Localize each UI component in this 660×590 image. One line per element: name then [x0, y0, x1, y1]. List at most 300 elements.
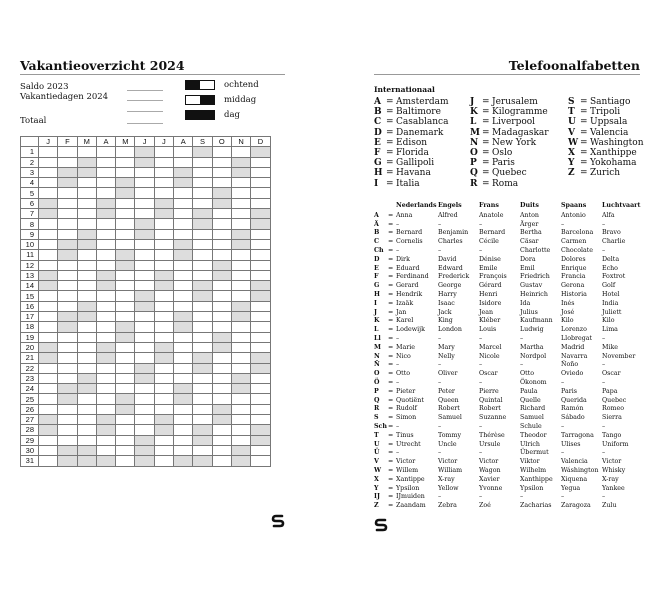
day-cell[interactable]: [135, 404, 154, 414]
day-cell[interactable]: [154, 147, 173, 157]
day-cell[interactable]: [193, 157, 212, 167]
day-cell[interactable]: [135, 322, 154, 332]
day-cell[interactable]: [58, 178, 77, 188]
day-cell[interactable]: [77, 281, 96, 291]
day-cell[interactable]: [193, 291, 212, 301]
day-cell[interactable]: [174, 456, 193, 466]
day-cell[interactable]: [231, 281, 250, 291]
day-cell[interactable]: [77, 373, 96, 383]
day-cell[interactable]: [77, 435, 96, 445]
day-cell[interactable]: [231, 239, 250, 249]
day-cell[interactable]: [58, 373, 77, 383]
day-cell[interactable]: [251, 198, 270, 208]
day-cell[interactable]: [116, 332, 135, 342]
day-cell[interactable]: [39, 301, 58, 311]
day-cell[interactable]: [174, 178, 193, 188]
day-cell[interactable]: [116, 363, 135, 373]
day-cell[interactable]: [154, 312, 173, 322]
day-cell[interactable]: [193, 229, 212, 239]
day-cell[interactable]: [251, 373, 270, 383]
day-cell[interactable]: [193, 322, 212, 332]
day-cell[interactable]: [251, 229, 270, 239]
day-cell[interactable]: [39, 415, 58, 425]
day-cell[interactable]: [39, 281, 58, 291]
day-cell[interactable]: [174, 167, 193, 177]
day-cell[interactable]: [96, 157, 115, 167]
day-cell[interactable]: [212, 147, 231, 157]
day-cell[interactable]: [135, 281, 154, 291]
day-cell[interactable]: [135, 394, 154, 404]
day-cell[interactable]: [174, 435, 193, 445]
day-cell[interactable]: [154, 384, 173, 394]
day-cell[interactable]: [39, 404, 58, 414]
day-cell[interactable]: [174, 188, 193, 198]
day-cell[interactable]: [96, 209, 115, 219]
day-cell[interactable]: [96, 291, 115, 301]
day-cell[interactable]: [39, 229, 58, 239]
day-cell[interactable]: [135, 198, 154, 208]
day-cell[interactable]: [231, 260, 250, 270]
day-cell[interactable]: [154, 445, 173, 455]
day-cell[interactable]: [58, 157, 77, 167]
day-cell[interactable]: [212, 260, 231, 270]
day-cell[interactable]: [193, 147, 212, 157]
day-cell[interactable]: [212, 312, 231, 322]
day-cell[interactable]: [77, 167, 96, 177]
day-cell[interactable]: [251, 322, 270, 332]
day-cell[interactable]: [193, 188, 212, 198]
day-cell[interactable]: [96, 394, 115, 404]
day-cell[interactable]: [58, 239, 77, 249]
day-cell[interactable]: [96, 239, 115, 249]
day-cell[interactable]: [39, 394, 58, 404]
day-cell[interactable]: [39, 270, 58, 280]
day-cell[interactable]: [39, 342, 58, 352]
day-cell[interactable]: [58, 281, 77, 291]
day-cell[interactable]: [174, 415, 193, 425]
day-cell[interactable]: [77, 209, 96, 219]
day-cell[interactable]: [135, 229, 154, 239]
day-cell[interactable]: [77, 342, 96, 352]
day-cell[interactable]: [77, 425, 96, 435]
day-cell[interactable]: [193, 353, 212, 363]
day-cell[interactable]: [39, 456, 58, 466]
day-cell[interactable]: [174, 445, 193, 455]
day-cell[interactable]: [96, 342, 115, 352]
day-cell[interactable]: [116, 353, 135, 363]
day-cell[interactable]: [39, 239, 58, 249]
day-cell[interactable]: [116, 167, 135, 177]
day-cell[interactable]: [58, 353, 77, 363]
day-cell[interactable]: [212, 373, 231, 383]
day-cell[interactable]: [135, 219, 154, 229]
day-cell[interactable]: [154, 167, 173, 177]
day-cell[interactable]: [231, 332, 250, 342]
day-cell[interactable]: [39, 260, 58, 270]
day-cell[interactable]: [96, 353, 115, 363]
day-cell[interactable]: [154, 270, 173, 280]
day-cell[interactable]: [193, 219, 212, 229]
day-cell[interactable]: [77, 250, 96, 260]
day-cell[interactable]: [96, 147, 115, 157]
day-cell[interactable]: [77, 415, 96, 425]
day-cell[interactable]: [116, 229, 135, 239]
day-cell[interactable]: [77, 332, 96, 342]
day-cell[interactable]: [58, 260, 77, 270]
day-cell[interactable]: [39, 312, 58, 322]
day-cell[interactable]: [58, 147, 77, 157]
day-cell[interactable]: [231, 373, 250, 383]
day-cell[interactable]: [135, 157, 154, 167]
day-cell[interactable]: [154, 157, 173, 167]
day-cell[interactable]: [231, 178, 250, 188]
day-cell[interactable]: [231, 270, 250, 280]
day-cell[interactable]: [212, 353, 231, 363]
day-cell[interactable]: [212, 332, 231, 342]
day-cell[interactable]: [251, 301, 270, 311]
day-cell[interactable]: [174, 394, 193, 404]
day-cell[interactable]: [174, 332, 193, 342]
day-cell[interactable]: [77, 147, 96, 157]
day-cell[interactable]: [154, 435, 173, 445]
day-cell[interactable]: [116, 384, 135, 394]
day-cell[interactable]: [39, 373, 58, 383]
day-cell[interactable]: [231, 188, 250, 198]
day-cell[interactable]: [58, 270, 77, 280]
day-cell[interactable]: [154, 301, 173, 311]
day-cell[interactable]: [251, 425, 270, 435]
day-cell[interactable]: [116, 147, 135, 157]
day-cell[interactable]: [96, 373, 115, 383]
day-cell[interactable]: [135, 435, 154, 445]
day-cell[interactable]: [77, 219, 96, 229]
day-cell[interactable]: [212, 239, 231, 249]
day-cell[interactable]: [251, 281, 270, 291]
day-cell[interactable]: [174, 373, 193, 383]
day-cell[interactable]: [135, 425, 154, 435]
day-cell[interactable]: [135, 373, 154, 383]
day-cell[interactable]: [154, 363, 173, 373]
day-cell[interactable]: [77, 188, 96, 198]
day-cell[interactable]: [39, 198, 58, 208]
day-cell[interactable]: [231, 342, 250, 352]
day-cell[interactable]: [154, 219, 173, 229]
day-cell[interactable]: [231, 425, 250, 435]
day-cell[interactable]: [174, 353, 193, 363]
day-cell[interactable]: [96, 445, 115, 455]
day-cell[interactable]: [251, 415, 270, 425]
day-cell[interactable]: [193, 404, 212, 414]
day-cell[interactable]: [135, 353, 154, 363]
day-cell[interactable]: [39, 219, 58, 229]
day-cell[interactable]: [135, 188, 154, 198]
day-cell[interactable]: [77, 178, 96, 188]
day-cell[interactable]: [154, 342, 173, 352]
day-cell[interactable]: [135, 445, 154, 455]
day-cell[interactable]: [251, 270, 270, 280]
day-cell[interactable]: [154, 260, 173, 270]
day-cell[interactable]: [77, 312, 96, 322]
day-cell[interactable]: [212, 425, 231, 435]
day-cell[interactable]: [212, 291, 231, 301]
day-cell[interactable]: [193, 332, 212, 342]
day-cell[interactable]: [231, 291, 250, 301]
day-cell[interactable]: [135, 384, 154, 394]
day-cell[interactable]: [58, 229, 77, 239]
day-cell[interactable]: [231, 384, 250, 394]
day-cell[interactable]: [96, 425, 115, 435]
day-cell[interactable]: [154, 332, 173, 342]
day-cell[interactable]: [212, 301, 231, 311]
day-cell[interactable]: [58, 301, 77, 311]
day-cell[interactable]: [116, 415, 135, 425]
day-cell[interactable]: [116, 342, 135, 352]
day-cell[interactable]: [135, 312, 154, 322]
day-cell[interactable]: [251, 260, 270, 270]
day-cell[interactable]: [251, 312, 270, 322]
day-cell[interactable]: [116, 435, 135, 445]
day-cell[interactable]: [135, 209, 154, 219]
day-cell[interactable]: [135, 178, 154, 188]
saldo-line[interactable]: [127, 90, 163, 91]
day-cell[interactable]: [116, 312, 135, 322]
day-cell[interactable]: [96, 167, 115, 177]
day-cell[interactable]: [212, 188, 231, 198]
day-cell[interactable]: [116, 250, 135, 260]
day-cell[interactable]: [231, 209, 250, 219]
day-cell[interactable]: [212, 456, 231, 466]
day-cell[interactable]: [193, 167, 212, 177]
day-cell[interactable]: [174, 270, 193, 280]
day-cell[interactable]: [116, 301, 135, 311]
day-cell[interactable]: [135, 301, 154, 311]
day-cell[interactable]: [96, 322, 115, 332]
day-cell[interactable]: [251, 363, 270, 373]
day-cell[interactable]: [251, 167, 270, 177]
day-cell[interactable]: [77, 384, 96, 394]
day-cell[interactable]: [251, 384, 270, 394]
day-cell[interactable]: [116, 188, 135, 198]
day-cell[interactable]: [39, 188, 58, 198]
day-cell[interactable]: [212, 322, 231, 332]
day-cell[interactable]: [193, 384, 212, 394]
day-cell[interactable]: [231, 157, 250, 167]
day-cell[interactable]: [77, 239, 96, 249]
day-cell[interactable]: [231, 229, 250, 239]
day-cell[interactable]: [96, 188, 115, 198]
day-cell[interactable]: [231, 167, 250, 177]
day-cell[interactable]: [116, 445, 135, 455]
day-cell[interactable]: [77, 198, 96, 208]
day-cell[interactable]: [212, 229, 231, 239]
day-cell[interactable]: [58, 219, 77, 229]
day-cell[interactable]: [212, 250, 231, 260]
day-cell[interactable]: [116, 291, 135, 301]
day-cell[interactable]: [174, 425, 193, 435]
day-cell[interactable]: [39, 147, 58, 157]
day-cell[interactable]: [96, 332, 115, 342]
day-cell[interactable]: [116, 260, 135, 270]
day-cell[interactable]: [39, 353, 58, 363]
day-cell[interactable]: [135, 270, 154, 280]
day-cell[interactable]: [116, 404, 135, 414]
day-cell[interactable]: [96, 312, 115, 322]
day-cell[interactable]: [135, 332, 154, 342]
day-cell[interactable]: [174, 250, 193, 260]
day-cell[interactable]: [154, 415, 173, 425]
day-cell[interactable]: [193, 425, 212, 435]
day-cell[interactable]: [116, 209, 135, 219]
day-cell[interactable]: [58, 384, 77, 394]
day-cell[interactable]: [193, 342, 212, 352]
day-cell[interactable]: [58, 209, 77, 219]
day-cell[interactable]: [193, 445, 212, 455]
day-cell[interactable]: [39, 384, 58, 394]
day-cell[interactable]: [174, 198, 193, 208]
day-cell[interactable]: [77, 353, 96, 363]
day-cell[interactable]: [135, 342, 154, 352]
day-cell[interactable]: [193, 239, 212, 249]
day-cell[interactable]: [39, 167, 58, 177]
day-cell[interactable]: [39, 157, 58, 167]
day-cell[interactable]: [174, 342, 193, 352]
day-cell[interactable]: [116, 239, 135, 249]
day-cell[interactable]: [58, 342, 77, 352]
day-cell[interactable]: [116, 198, 135, 208]
day-cell[interactable]: [154, 353, 173, 363]
day-cell[interactable]: [96, 270, 115, 280]
day-cell[interactable]: [193, 373, 212, 383]
day-cell[interactable]: [212, 404, 231, 414]
day-cell[interactable]: [77, 270, 96, 280]
day-cell[interactable]: [77, 157, 96, 167]
day-cell[interactable]: [174, 363, 193, 373]
day-cell[interactable]: [58, 404, 77, 414]
day-cell[interactable]: [231, 198, 250, 208]
day-cell[interactable]: [58, 425, 77, 435]
day-cell[interactable]: [154, 425, 173, 435]
day-cell[interactable]: [96, 404, 115, 414]
day-cell[interactable]: [39, 250, 58, 260]
day-cell[interactable]: [135, 167, 154, 177]
day-cell[interactable]: [58, 312, 77, 322]
day-cell[interactable]: [154, 229, 173, 239]
day-cell[interactable]: [212, 363, 231, 373]
day-cell[interactable]: [96, 229, 115, 239]
day-cell[interactable]: [251, 219, 270, 229]
day-cell[interactable]: [193, 209, 212, 219]
day-cell[interactable]: [154, 281, 173, 291]
day-cell[interactable]: [154, 250, 173, 260]
day-cell[interactable]: [77, 445, 96, 455]
day-cell[interactable]: [135, 147, 154, 157]
day-cell[interactable]: [58, 291, 77, 301]
day-cell[interactable]: [251, 445, 270, 455]
day-cell[interactable]: [116, 322, 135, 332]
day-cell[interactable]: [174, 157, 193, 167]
day-cell[interactable]: [212, 167, 231, 177]
day-cell[interactable]: [58, 167, 77, 177]
day-cell[interactable]: [77, 291, 96, 301]
day-cell[interactable]: [231, 404, 250, 414]
day-cell[interactable]: [174, 301, 193, 311]
day-cell[interactable]: [135, 291, 154, 301]
day-cell[interactable]: [77, 404, 96, 414]
day-cell[interactable]: [193, 363, 212, 373]
day-cell[interactable]: [96, 363, 115, 373]
day-cell[interactable]: [231, 415, 250, 425]
day-cell[interactable]: [154, 239, 173, 249]
day-cell[interactable]: [212, 415, 231, 425]
day-cell[interactable]: [251, 250, 270, 260]
day-cell[interactable]: [212, 270, 231, 280]
day-cell[interactable]: [212, 384, 231, 394]
day-cell[interactable]: [77, 260, 96, 270]
day-cell[interactable]: [251, 239, 270, 249]
day-cell[interactable]: [231, 219, 250, 229]
day-cell[interactable]: [212, 157, 231, 167]
day-cell[interactable]: [212, 394, 231, 404]
day-cell[interactable]: [135, 250, 154, 260]
day-cell[interactable]: [96, 384, 115, 394]
day-cell[interactable]: [58, 415, 77, 425]
day-cell[interactable]: [154, 404, 173, 414]
day-cell[interactable]: [174, 281, 193, 291]
day-cell[interactable]: [193, 281, 212, 291]
day-cell[interactable]: [77, 363, 96, 373]
day-cell[interactable]: [174, 209, 193, 219]
day-cell[interactable]: [193, 312, 212, 322]
day-cell[interactable]: [231, 301, 250, 311]
day-cell[interactable]: [251, 157, 270, 167]
day-cell[interactable]: [96, 281, 115, 291]
day-cell[interactable]: [96, 178, 115, 188]
day-cell[interactable]: [58, 250, 77, 260]
day-cell[interactable]: [231, 394, 250, 404]
day-cell[interactable]: [39, 209, 58, 219]
day-cell[interactable]: [135, 415, 154, 425]
day-cell[interactable]: [96, 415, 115, 425]
day-cell[interactable]: [193, 270, 212, 280]
day-cell[interactable]: [96, 219, 115, 229]
day-cell[interactable]: [231, 250, 250, 260]
day-cell[interactable]: [116, 157, 135, 167]
day-cell[interactable]: [251, 291, 270, 301]
day-cell[interactable]: [231, 445, 250, 455]
day-cell[interactable]: [154, 394, 173, 404]
day-cell[interactable]: [116, 456, 135, 466]
day-cell[interactable]: [116, 178, 135, 188]
day-cell[interactable]: [251, 353, 270, 363]
day-cell[interactable]: [251, 209, 270, 219]
day-cell[interactable]: [231, 363, 250, 373]
day-cell[interactable]: [116, 425, 135, 435]
day-cell[interactable]: [251, 435, 270, 445]
day-cell[interactable]: [251, 394, 270, 404]
day-cell[interactable]: [174, 147, 193, 157]
day-cell[interactable]: [39, 332, 58, 342]
day-cell[interactable]: [231, 353, 250, 363]
day-cell[interactable]: [174, 239, 193, 249]
day-cell[interactable]: [174, 384, 193, 394]
day-cell[interactable]: [193, 178, 212, 188]
day-cell[interactable]: [212, 209, 231, 219]
day-cell[interactable]: [154, 198, 173, 208]
day-cell[interactable]: [135, 363, 154, 373]
day-cell[interactable]: [174, 312, 193, 322]
day-cell[interactable]: [231, 435, 250, 445]
day-cell[interactable]: [96, 260, 115, 270]
